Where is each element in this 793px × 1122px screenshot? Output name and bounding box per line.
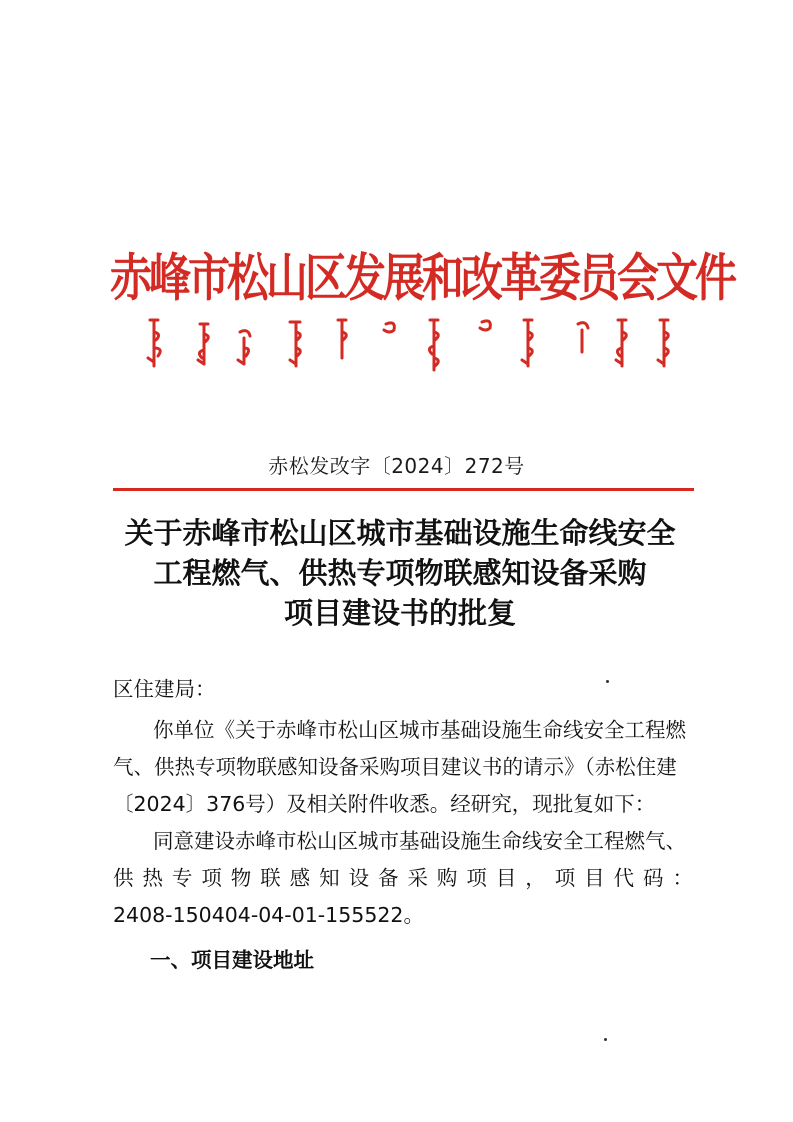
scan-speck: [606, 680, 609, 683]
paragraph-line: 供热专项物联感知设备采购项目，项目代码：: [113, 866, 693, 890]
salutation: 区住建局：: [113, 677, 216, 701]
document-title-line-2: 工程燃气、供热专项物联感知设备采购: [153, 556, 647, 590]
agency-title: 赤峰市松山区发展和改革委员会文件: [110, 247, 735, 308]
document-title-line-3: 项目建设书的批复: [283, 596, 516, 630]
scan-speck: [604, 1038, 607, 1041]
paragraph-approval: [113, 823, 693, 934]
section-heading-project-address: 一、项目建设地址: [150, 948, 314, 972]
paragraph-line: 〔2024〕376号）及相关附件收悉。经研究，现批复如下：: [113, 792, 656, 816]
document-number: 赤松发改字〔2024〕272号: [268, 454, 525, 478]
paragraph-line: 你单位《关于赤峰市松山区城市基础设施生命线安全工程燃: [153, 718, 686, 742]
document-title: [100, 513, 700, 633]
paragraph-line: 气、供热专项物联感知设备采购项目建议书的请示》（赤松住建: [113, 755, 677, 779]
red-divider-line: [113, 488, 694, 491]
mongolian-script-graphic: [140, 314, 680, 374]
document-title-line-1: 关于赤峰市松山区城市基础设施生命线安全: [124, 516, 676, 550]
paragraph-line: 同意建设赤峰市松山区城市基础设施生命线安全工程燃气、: [153, 829, 686, 853]
paragraph-request-received: [113, 712, 693, 823]
project-code: 2408-150404-04-01-155522。: [113, 903, 424, 927]
